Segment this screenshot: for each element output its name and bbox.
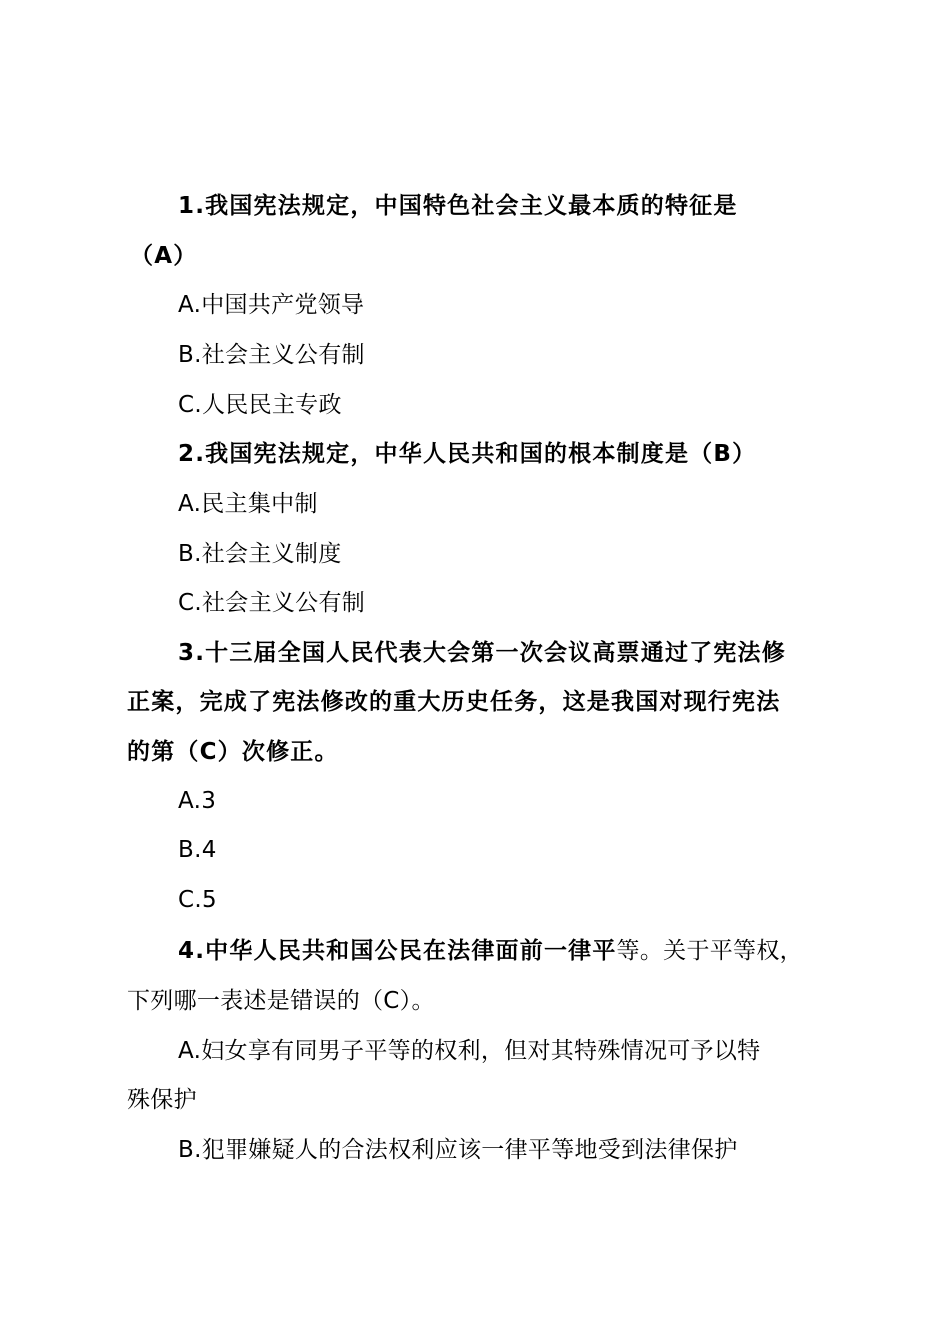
question-1-option-c: C.人民民主专政	[178, 392, 342, 418]
question-4-option-a-continued: 殊保护	[127, 1087, 197, 1113]
question-4-option-a: A.妇女享有同男子平等的权利，但对其特殊情况可予以特	[178, 1038, 761, 1064]
question-4-line-1-bold: 4.中华人民共和国公民在法律面前一律平	[178, 938, 617, 964]
question-2-line-1: 2.我国宪法规定，中华人民共和国的根本制度是（B）	[178, 441, 757, 467]
question-4-line-1-normal: 等。关于平等权，	[616, 938, 803, 964]
question-3-option-b: B.4	[178, 837, 217, 863]
question-2-option-b: B.社会主义制度	[178, 541, 342, 567]
question-3-option-a: A.3	[178, 788, 217, 814]
question-2-option-a: A.民主集中制	[178, 491, 318, 517]
question-4-line-2: 下列哪一表述是错误的（C）。	[127, 988, 435, 1014]
question-3-line-1: 3.十三届全国人民代表大会第一次会议高票通过了宪法修	[178, 640, 786, 666]
question-1-option-a: A.中国共产党领导	[178, 292, 365, 318]
question-4-line-1	[178, 936, 803, 966]
question-1-line-1: 1.我国宪法规定，中国特色社会主义最本质的特征是	[178, 193, 738, 219]
question-3-line-3: 的第（C）次修正。	[127, 739, 339, 765]
question-1-line-2: （A）	[130, 243, 198, 269]
question-3-option-c: C.5	[178, 887, 217, 913]
question-4-option-b: B.犯罪嫌疑人的合法权利应该一律平等地受到法律保护	[178, 1137, 738, 1163]
question-3-line-2: 正案，完成了宪法修改的重大历史任务，这是我国对现行宪法	[127, 689, 781, 715]
question-2-option-c: C.社会主义公有制	[178, 590, 366, 616]
question-1-option-b: B.社会主义公有制	[178, 342, 365, 368]
